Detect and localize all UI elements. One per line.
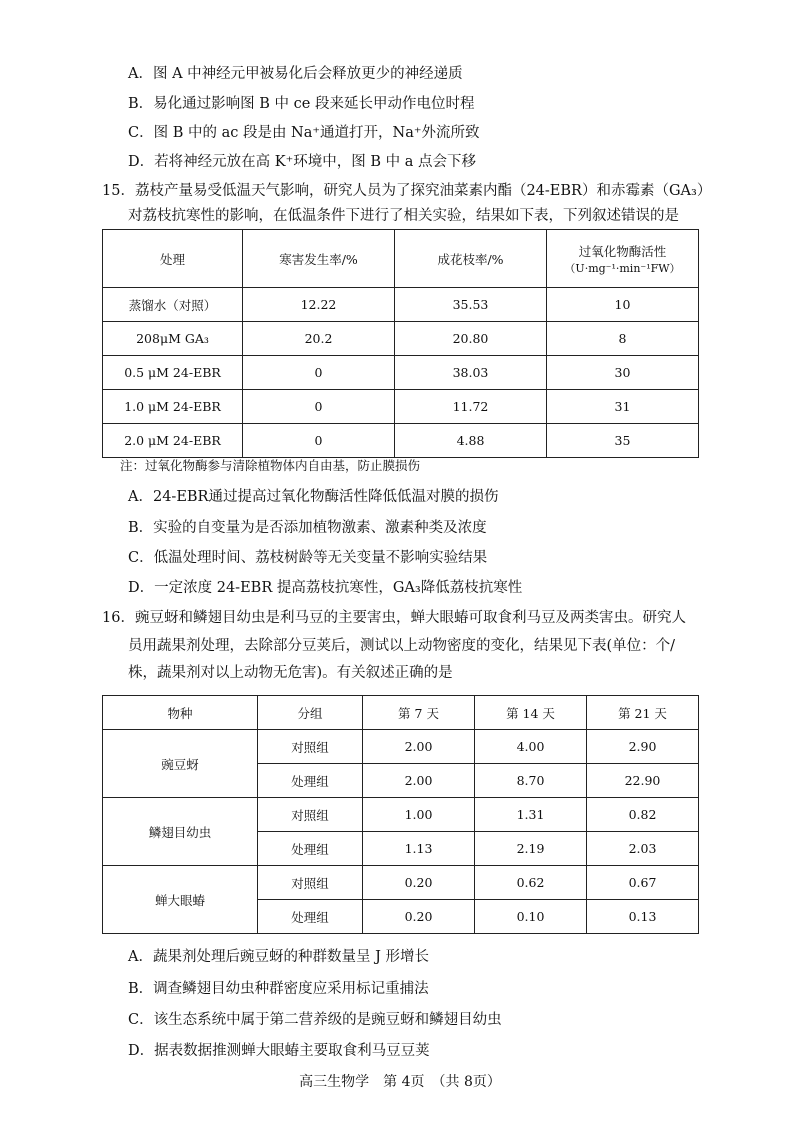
table-cell: 对照组 bbox=[258, 730, 363, 764]
header-cell: 物种 bbox=[103, 696, 258, 730]
table-cell: 8.70 bbox=[475, 764, 587, 798]
table-row bbox=[103, 424, 699, 458]
q16-option-a: A．蔬果剂处理后豌豆蚜的种群数量呈 J 形增长 bbox=[128, 949, 430, 965]
table-cell: 20.80 bbox=[395, 322, 547, 356]
table-cell: 处理组 bbox=[258, 764, 363, 798]
q14-option-a: A．图 A 中神经元甲被易化后会释放更少的神经递质 bbox=[128, 66, 463, 82]
table-cell: 0.62 bbox=[475, 866, 587, 900]
q16-option-d: D．据表数据推测蝉大眼蝽主要取食利马豆豆荚 bbox=[128, 1043, 430, 1059]
table-cell: 0.13 bbox=[587, 900, 699, 934]
table-cell: 1.13 bbox=[363, 832, 475, 866]
q16-option-c: C．该生态系统中属于第二营养级的是豌豆蚜和鳞翅目幼虫 bbox=[128, 1012, 502, 1028]
table-cell: 0.67 bbox=[587, 866, 699, 900]
q15-stem-line-1: 15．荔枝产量易受低温天气影响，研究人员为了探究油菜素内酯（24-EBR）和赤霉素（GA₃） bbox=[102, 183, 712, 199]
q15-option-d: D．一定浓度 24-EBR 提高荔枝抗寒性，GA₃降低荔枝抗寒性 bbox=[128, 580, 523, 596]
table-cell: 0 bbox=[243, 424, 395, 458]
table-row bbox=[103, 288, 699, 322]
table-cell: 22.90 bbox=[587, 764, 699, 798]
table-cell: 对照组 bbox=[258, 798, 363, 832]
table-cell: 0.10 bbox=[475, 900, 587, 934]
q15-table-note: 注：过氧化物酶参与清除植物体内自由基，防止膜损伤 bbox=[120, 458, 421, 473]
q15-option-c: C．低温处理时间、荔枝树龄等无关变量不影响实验结果 bbox=[128, 550, 488, 566]
table-row bbox=[103, 390, 699, 424]
table-cell: 4.00 bbox=[475, 730, 587, 764]
q15-option-b: B．实验的自变量为是否添加植物激素、激素种类及浓度 bbox=[128, 520, 487, 536]
q15-data-table bbox=[102, 229, 699, 458]
table-cell: 0 bbox=[243, 390, 395, 424]
table-cell: 8 bbox=[547, 322, 699, 356]
header-cell: 成花枝率/% bbox=[395, 230, 547, 288]
table-cell: 蒸馏水（对照） bbox=[103, 288, 243, 322]
table-cell: 2.00 bbox=[363, 730, 475, 764]
species-cell: 豌豆蚜 bbox=[103, 730, 258, 798]
q15-stem-line-2: 对荔枝抗寒性的影响，在低温条件下进行了相关实验，结果如下表，下列叙述错误的是 bbox=[128, 208, 679, 224]
table-cell: 0 bbox=[243, 356, 395, 390]
header-cell: 寒害发生率/% bbox=[243, 230, 395, 288]
header-cell: 处理 bbox=[103, 230, 243, 288]
q16-option-b: B．调查鳞翅目幼虫种群密度应采用标记重捕法 bbox=[128, 981, 429, 997]
table-row bbox=[103, 798, 699, 832]
table-cell: 2.19 bbox=[475, 832, 587, 866]
species-cell: 鳞翅目幼虫 bbox=[103, 798, 258, 866]
table-cell: 1.31 bbox=[475, 798, 587, 832]
table-cell: 对照组 bbox=[258, 866, 363, 900]
table-cell: 30 bbox=[547, 356, 699, 390]
table-cell: 35 bbox=[547, 424, 699, 458]
table-row bbox=[103, 356, 699, 390]
table-cell: 10 bbox=[547, 288, 699, 322]
table-cell: 0.82 bbox=[587, 798, 699, 832]
table-cell: 0.5 μM 24-EBR bbox=[103, 356, 243, 390]
q16-stem-line-3: 株，蔬果剂对以上动物无危害)。有关叙述正确的是 bbox=[128, 665, 453, 681]
table-cell: 208μM GA₃ bbox=[103, 322, 243, 356]
table-cell: 11.72 bbox=[395, 390, 547, 424]
page-footer: 高三生物学 第 4页 （共 8页） bbox=[299, 1074, 501, 1090]
q16-stem-line-1: 16．豌豆蚜和鳞翅目幼虫是利马豆的主要害虫，蝉大眼蝽可取食利马豆及两类害虫。研究人 bbox=[102, 610, 686, 626]
q16-stem-line-2: 员用蔬果剂处理，去除部分豆荚后，测试以上动物密度的变化，结果见下表(单位：个/ bbox=[128, 638, 676, 654]
q14-option-c: C．图 B 中的 ac 段是由 Na⁺通道打开，Na⁺外流所致 bbox=[128, 125, 480, 141]
table-cell: 1.0 μM 24-EBR bbox=[103, 390, 243, 424]
table-cell: 2.90 bbox=[587, 730, 699, 764]
table-cell: 2.03 bbox=[587, 832, 699, 866]
table-cell: 处理组 bbox=[258, 900, 363, 934]
q14-option-d: D．若将神经元放在高 K⁺环境中，图 B 中 a 点会下移 bbox=[128, 154, 476, 170]
header-cell: 第 14 天 bbox=[475, 696, 587, 730]
table-row bbox=[103, 322, 699, 356]
q14-option-b: B．易化通过影响图 B 中 ce 段来延长甲动作电位时程 bbox=[128, 96, 475, 112]
table-cell: 0.20 bbox=[363, 900, 475, 934]
table-cell: 31 bbox=[547, 390, 699, 424]
header-cell-unit: （U·mg⁻¹·min⁻¹FW） bbox=[564, 261, 681, 275]
table-cell: 35.53 bbox=[395, 288, 547, 322]
q16-data-table bbox=[102, 695, 699, 934]
header-cell: 第 7 天 bbox=[363, 696, 475, 730]
table-cell: 2.00 bbox=[363, 764, 475, 798]
species-cell: 蝉大眼蝽 bbox=[103, 866, 258, 934]
table-cell: 12.22 bbox=[243, 288, 395, 322]
table-cell: 0.20 bbox=[363, 866, 475, 900]
header-cell bbox=[547, 230, 699, 288]
table-cell: 38.03 bbox=[395, 356, 547, 390]
table-header-row bbox=[103, 230, 699, 288]
header-cell: 分组 bbox=[258, 696, 363, 730]
q15-option-a: A．24-EBR通过提高过氧化物酶活性降低低温对膜的损伤 bbox=[128, 489, 499, 505]
table-cell: 2.0 μM 24-EBR bbox=[103, 424, 243, 458]
table-header-row bbox=[103, 696, 699, 730]
header-cell-title: 过氧化物酶活性 bbox=[578, 243, 667, 259]
header-cell: 第 21 天 bbox=[587, 696, 699, 730]
table-row bbox=[103, 866, 699, 900]
table-cell: 1.00 bbox=[363, 798, 475, 832]
table-cell: 处理组 bbox=[258, 832, 363, 866]
table-cell: 4.88 bbox=[395, 424, 547, 458]
table-cell: 20.2 bbox=[243, 322, 395, 356]
table-row bbox=[103, 730, 699, 764]
